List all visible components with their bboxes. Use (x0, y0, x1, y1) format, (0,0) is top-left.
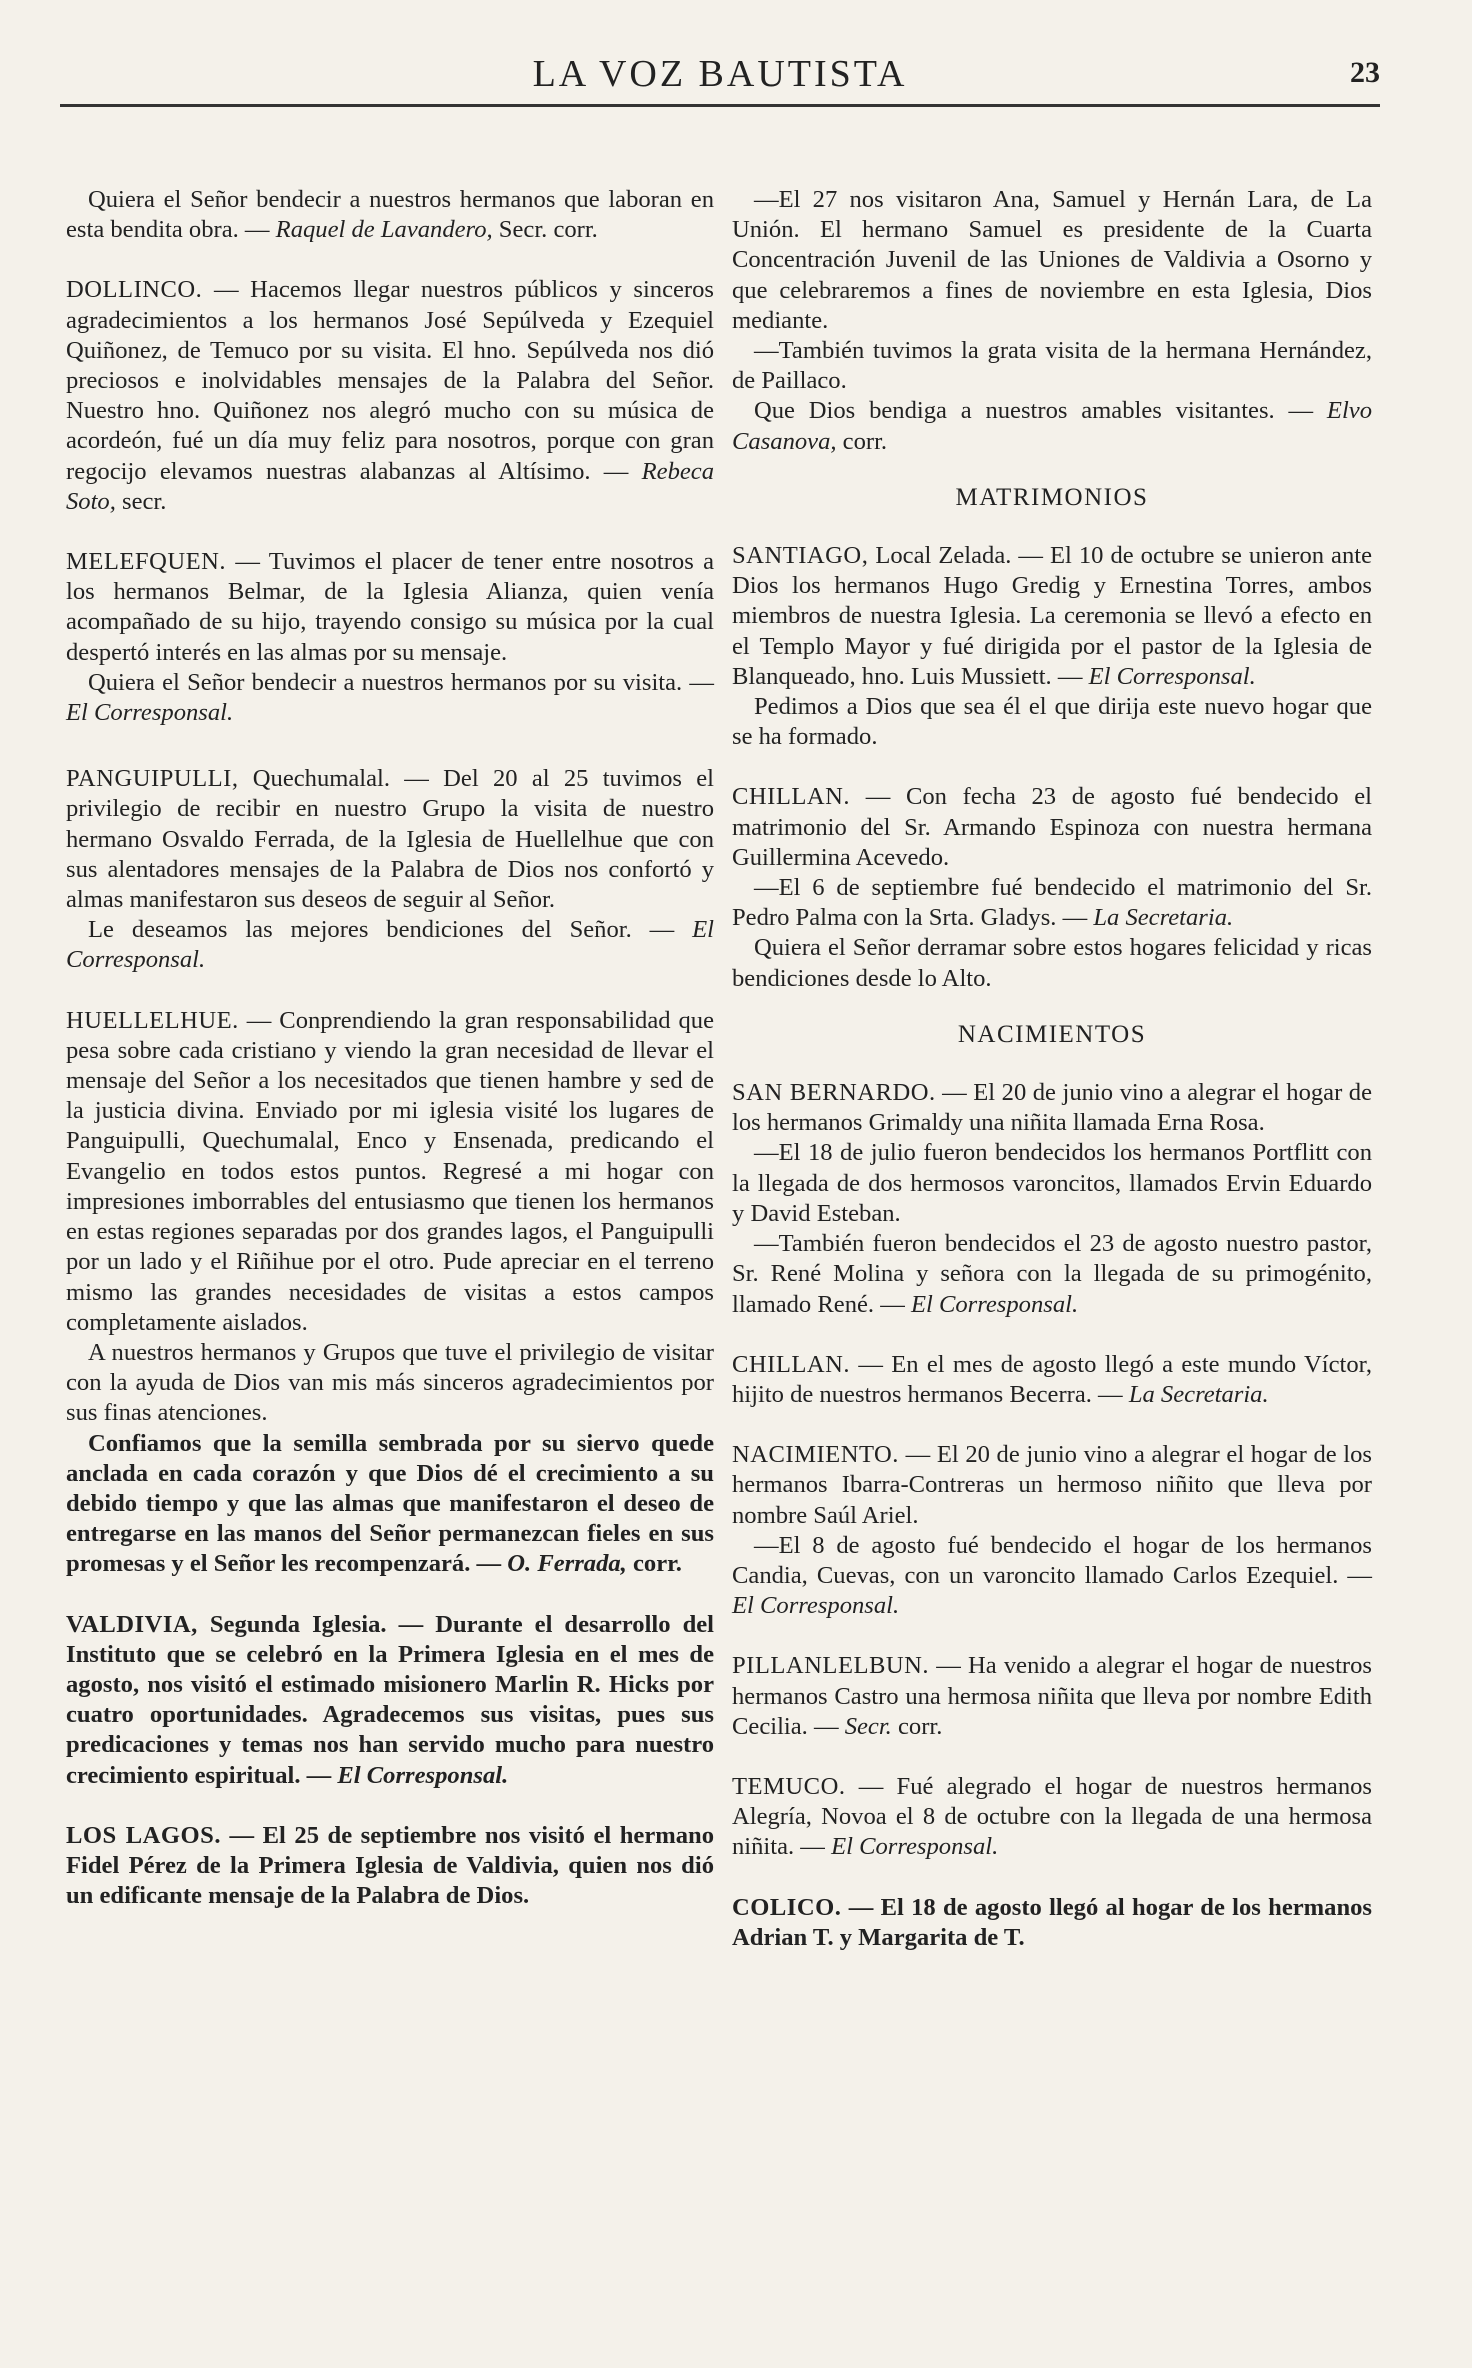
article-paragraph: —También tuvimos la grata visita de la hermana Hernández, de Paillaco. (732, 337, 1372, 395)
article-los-lagos: LOS LAGOS. — El 25 de septiembre nos visitó el hermano Fidel Pérez de la Primera Iglesia de Valdivia, quien nos dió un edificante mensaje de la Palabra de Dios. (66, 1821, 714, 1910)
signature: El Corresponsal. (831, 1833, 999, 1861)
header-rule (60, 104, 1380, 107)
article-paragraph: —El 6 de septiembre fué bendecido el matrimonio del Sr. Pedro Palma con la Srta. Gladys. — La Secretaria. (732, 874, 1372, 932)
place-name: MELEFQUEN. (66, 548, 227, 576)
place-name: VALDIVIA, (66, 1610, 198, 1638)
signature: Raquel de Lavandero, (275, 216, 493, 244)
article-chillan-matrimonio: CHILLAN. — Con fecha 23 de agosto fué bendecido el matrimonio del Sr. Armando Espinoza con nuestra hermana Guillermina Acevedo. (732, 783, 1372, 871)
article-paragraph: —El 8 de agosto fué bendecido el hogar de los hermanos Candia, Cuevas, con un varoncito llamado Carlos Ezequiel. — El Corresponsal. (732, 1531, 1372, 1620)
place-name: DOLLINCO. (66, 276, 203, 304)
article-valdivia: VALDIVIA, Segunda Iglesia. — Durante el desarrollo del Instituto que se celebró en la Primera Iglesia en el mes de agosto, nos visitó el estimado misionero Marlin R. Hicks por cuatro oportunidades. Agradecemos sus visitas, pues sus predicaciones y temas nos han servido mucho para nuestro crecimiento espiritual. — El Corresponsal. (66, 1610, 714, 1789)
section-heading-matrimonios: MATRIMONIOS (955, 483, 1149, 511)
article-paragraph: —El 27 nos visitaron Ana, Samuel y Hernán Lara, de La Unión. El hermano Samuel es presidente de la Cuarta Concentración Juvenil de las Uniones de Valdivia a Osorno y que celebraremos a fines de noviembre en esta Iglesia, Dios mediante. (732, 186, 1372, 334)
section-heading-nacimientos: NACIMIENTOS (957, 1020, 1147, 1048)
signature: El Corresponsal. (732, 1592, 900, 1620)
article-paragraph: Confiamos que la semilla sembrada por su siervo quede anclada en cada corazón y que Dios dé el crecimiento a su debido tiempo y que las almas que manifestaron el deseo de entregarse en las manos del Señor permanezcan fieles en sus promesas y el Señor les recompenzará. — O. Ferrada, corr. (66, 1429, 714, 1578)
signature: El Corresponsal. (337, 1761, 509, 1789)
right-column (732, 185, 1372, 1953)
article-chillan-nacimiento: CHILLAN. — En el mes de agosto llegó a este mundo Víctor, hijito de nuestros hermanos Becerra. — La Secretaria. (732, 1350, 1372, 1408)
magazine-title: LA VOZ BAUTISTA (532, 53, 908, 95)
page-number: 23 (1350, 56, 1380, 89)
page-header (60, 52, 1380, 112)
signature: Secr. (844, 1712, 892, 1740)
signature: El Corresponsal. (910, 1290, 1079, 1318)
article-nacimiento: NACIMIENTO. — El 20 de junio vino a alegrar el hogar de los hermanos Ibarra-Contreras un hermoso niñito que lleva por nombre Saúl Ariel. (732, 1441, 1372, 1529)
signature: La Secretaria. (1128, 1380, 1269, 1408)
article-huellelhue: HUELLELHUE. — Conprendiendo la gran responsabilidad que pesa sobre cada cristiano y viendo la gran necesidad de llevar el mensaje del Señor a los necesitados que tienen hambre y sed de la justicia divina. Enviado por mi iglesia visité los lugares de Panguipulli, Quechumalal, Enco y Ensenada, predicando el Evangelio en todos estos puntos. Regresé a mi hogar con impresiones imborrables del entusiasmo que tienen los hermanos en estas regiones separadas por dos grandes lagos, el Panguipulli por un lado y el Riñihue por el otro. Pude apreciar en el terreno mismo las grandes necesidades de visitas a estos campos completamente aislados. (66, 1006, 714, 1336)
article-melefquen: MELEFQUEN. — Tuvimos el placer de tener entre nosotros a los hermanos Belmar, de la Iglesia Alianza, quien venía acompañado de su hijo, trayendo consigo su música por la cual despertó interés en las almas por su mensaje. (66, 548, 714, 666)
signature: El Corresponsal. (66, 699, 234, 727)
place-name: PANGUIPULLI, (66, 765, 239, 793)
article-paragraph: Quiera el Señor derramar sobre estos hogares felicidad y ricas bendiciones desde lo Alto. (732, 934, 1372, 992)
place-name: COLICO. (732, 1893, 842, 1921)
article-paragraph: —También fueron bendecidos el 23 de agosto nuestro pastor, Sr. René Molina y señora con la llegada de su primogénito, llamado René. — El Corresponsal. (732, 1230, 1372, 1318)
article-paragraph: A nuestros hermanos y Grupos que tuve el privilegio de visitar con la ayuda de Dios van mis más sinceros agradecimientos por sus finas atenciones. (66, 1338, 714, 1427)
article-santiago: SANTIAGO, Local Zelada. — El 10 de octubre se unieron ante Dios los hermanos Hugo Gredig y Ernestina Torres, ambos miembros de nuestra Iglesia. La ceremonia se llevó a efecto en el Templo Mayor y fué dirigida por el pastor de la Iglesia de Blanqueado, hno. Luis Mussiett. — El Corresponsal. (732, 542, 1372, 690)
signature: Elvo Casanova, (732, 397, 1372, 455)
left-column (66, 185, 714, 1911)
article-san-bernardo: SAN BERNARDO. — El 20 de junio vino a alegrar el hogar de los hermanos Grimaldy una niñita llamada Erna Rosa. (732, 1079, 1372, 1137)
article-dollinco: DOLLINCO. — Hacemos llegar nuestros públicos y sinceros agradecimientos a los hermanos José Sepúlveda y Ezequiel Quiñonez, de Temuco por su visita. El hno. Sepúlveda nos dió preciosos e inolvidables mensajes de la Palabra del Señor. Nuestro hno. Quiñonez nos alegró mucho con su música de acordeón, fué un día muy feliz para nosotros, porque con gran regocijo elevamos nuestras alabanzas al Altísimo. — Rebeca Soto, secr. (66, 276, 714, 515)
place-name: HUELLELHUE. (66, 1006, 239, 1034)
place-name: LOS LAGOS. (66, 1821, 221, 1849)
place-name: CHILLAN. (732, 783, 851, 811)
place-name: PILLANLELBUN. (732, 1652, 930, 1680)
signature: O. Ferrada, (507, 1550, 627, 1578)
signature: Rebeca Soto, (66, 457, 714, 515)
place-name: TEMUCO. (732, 1772, 846, 1800)
article-paragraph: Pedimos a Dios que sea él el que dirija este nuevo hogar que se ha formado. (732, 693, 1372, 751)
signature: El Corresponsal. (66, 916, 714, 974)
article-colico: COLICO. — El 18 de agosto llegó al hogar de los hermanos Adrian T. y Margarita de T. (732, 1893, 1372, 1951)
article-temuco: TEMUCO. — Fué alegrado el hogar de nuestros hermanos Alegría, Novoa el 8 de octubre con la llegada de una hermosa niñita. — El Corresponsal. (732, 1772, 1372, 1861)
article-paragraph: Le deseamos las mejores bendiciones del Señor. — El Corresponsal. (66, 916, 714, 974)
signature: La Secretaria. (1093, 904, 1234, 932)
place-name: CHILLAN. (732, 1350, 851, 1378)
article-paragraph: Que Dios bendiga a nuestros amables visitantes. — Elvo Casanova, corr. (732, 397, 1372, 455)
article-paragraph: Quiera el Señor bendecir a nuestros hermanos que laboran en esta bendita obra. — Raquel de Lavandero, Secr. corr. (66, 186, 714, 244)
place-name: NACIMIENTO. (732, 1441, 899, 1469)
article-pillanlelbun: PILLANLELBUN. — Ha venido a alegrar el hogar de nuestros hermanos Castro una hermosa niñita que lleva por nombre Edith Cecilia. — Secr. corr. (732, 1652, 1372, 1740)
article-paragraph: —El 18 de julio fueron bendecidos los hermanos Portflitt con la llegada de dos hermosos varoncitos, llamados Ervin Eduardo y David Esteban. (732, 1139, 1372, 1227)
place-name: SAN BERNARDO. (732, 1079, 936, 1107)
signature: El Corresponsal. (1088, 662, 1256, 690)
article-paragraph: Quiera el Señor bendecir a nuestros hermanos por su visita. — El Corresponsal. (66, 668, 714, 727)
place-name: SANTIAGO, (732, 542, 869, 570)
article-panguipulli: PANGUIPULLI, Quechumalal. — Del 20 al 25 tuvimos el privilegio de recibir en nuestro Grupo la visita de nuestro hermano Osvaldo Ferrada, de la Iglesia de Huellelhue que con sus alentadores mensajes de la Palabra de Dios nos confortó y almas manifestaron sus deseos de seguir al Señor. (66, 765, 714, 914)
